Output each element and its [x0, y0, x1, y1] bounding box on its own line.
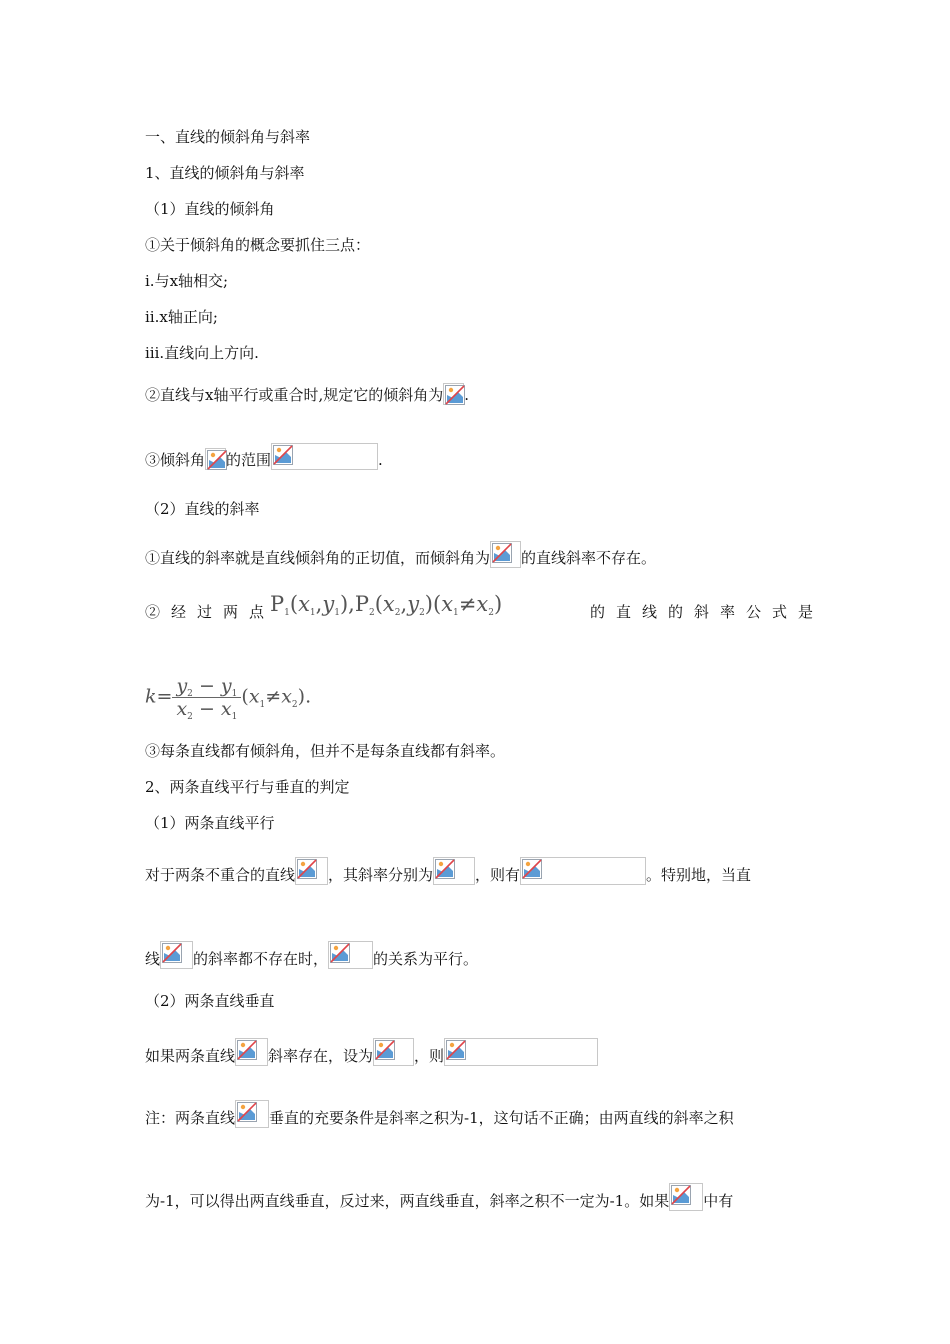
- paragraph-two-points: ②经过两点: [145, 603, 276, 621]
- formula-subscript: 2: [419, 608, 425, 618]
- text: 的斜率都不存在时，: [193, 950, 329, 968]
- formula-subscript: 1: [284, 608, 290, 618]
- text: 。特别地，当直: [646, 866, 752, 884]
- formula-comma: ,: [400, 592, 408, 616]
- text: 对于两条不重合的直线: [145, 866, 296, 884]
- formula-two-points: [270, 592, 502, 616]
- broken-image-icon: [490, 541, 521, 568]
- paragraph-slope-formula-label: 的直线的斜率公式是: [590, 603, 825, 621]
- formula-slope: [145, 675, 311, 720]
- formula-var: x: [441, 592, 454, 616]
- broken-image-icon: [520, 857, 646, 885]
- formula-paren: (: [374, 592, 383, 616]
- broken-image-icon: [443, 383, 464, 405]
- formula-var: x: [220, 698, 232, 720]
- text: 斜率存在，设为: [268, 1047, 374, 1065]
- formula-symbol: P: [354, 592, 369, 616]
- formula-paren: ): [339, 592, 349, 616]
- formula-subscript: 2: [394, 608, 401, 618]
- text: ③倾斜角: [145, 451, 206, 469]
- formula-var: x: [298, 592, 310, 616]
- text: ，其斜率分别为: [328, 866, 434, 884]
- text: 如果两条直线: [145, 1047, 236, 1065]
- formula-var: x: [382, 592, 395, 616]
- formula-var: k: [145, 685, 157, 708]
- broken-image-icon: [373, 1038, 414, 1066]
- formula-paren: (: [433, 592, 442, 616]
- broken-image-icon: [444, 1038, 598, 1066]
- formula-paren: (: [289, 592, 299, 616]
- formula-paren: (: [241, 685, 249, 708]
- broken-image-icon: [235, 1038, 268, 1066]
- broken-image-icon: [669, 1183, 703, 1211]
- formula-paren: ): [493, 592, 503, 616]
- broken-image-icon: [295, 857, 328, 885]
- paragraph-perpendicular-condition: [145, 1038, 598, 1066]
- paragraph-angle-range: [145, 443, 383, 470]
- formula-denominator: [172, 698, 241, 720]
- broken-image-icon: [235, 1100, 269, 1128]
- formula-numerator: [172, 675, 241, 698]
- text: 的关系为平行。: [373, 950, 479, 968]
- formula-var: x: [281, 685, 292, 708]
- heading-perpendicular: （2）两条直线垂直: [145, 992, 275, 1010]
- formula-paren: ): [297, 685, 306, 708]
- heading-slope: （2）直线的斜率: [145, 500, 260, 518]
- heading-parallel: （1）两条直线平行: [145, 814, 275, 832]
- broken-image-icon: [328, 941, 373, 969]
- formula-eq: =: [156, 685, 173, 708]
- text: .: [305, 685, 312, 708]
- text: ②直线与x轴平行或重合时,规定它的倾斜角为: [145, 386, 444, 404]
- paragraph-parallel-condition: [145, 857, 751, 885]
- formula-subscript: 2: [187, 712, 193, 722]
- formula-var: x: [476, 592, 489, 616]
- formula-subscript: 1: [334, 608, 340, 618]
- heading-section-1: 一、直线的倾斜角与斜率: [145, 128, 311, 146]
- formula-minus: −: [198, 675, 215, 697]
- formula-fraction: [172, 675, 241, 720]
- formula-neq: ≠: [265, 685, 282, 708]
- heading-inclination-angle: （1）直线的倾斜角: [145, 200, 275, 218]
- list-item-2: ⅱ.x轴正向;: [145, 308, 218, 326]
- broken-image-icon: [160, 941, 193, 969]
- formula-comma: ,: [315, 592, 323, 616]
- text: 注：两条直线: [145, 1109, 236, 1127]
- broken-image-icon: [271, 443, 378, 470]
- formula-symbol: P: [270, 592, 285, 616]
- broken-image-icon: [433, 857, 475, 885]
- formula-var: y: [176, 675, 188, 697]
- text: 中有: [703, 1192, 734, 1210]
- text: 为-1，可以得出两直线垂直，反过来，两直线垂直，斜率之积不一定为-1。如果: [145, 1192, 670, 1210]
- formula-subscript: 2: [368, 608, 375, 618]
- text: ，则有: [475, 866, 521, 884]
- formula-comma: ,: [348, 592, 355, 616]
- formula-subscript: 1: [259, 699, 266, 710]
- heading-subsection-1: 1、直线的倾斜角与斜率: [145, 164, 305, 182]
- text: 线: [145, 950, 161, 968]
- text: ，则: [414, 1047, 445, 1065]
- text: .: [378, 451, 383, 469]
- formula-var: y: [220, 675, 232, 697]
- text: 的范围: [226, 451, 272, 469]
- paragraph-note-1: [145, 1100, 734, 1128]
- list-item-3: ⅲ.直线向上方向.: [145, 344, 259, 362]
- formula-subscript: 2: [488, 608, 494, 618]
- broken-image-icon: [205, 448, 226, 470]
- paragraph-note-2: [145, 1183, 733, 1211]
- paragraph-slope-definition: [145, 541, 656, 568]
- paragraph-parallel-special: [145, 941, 478, 969]
- formula-var: y: [322, 592, 335, 616]
- formula-paren: ): [424, 592, 433, 616]
- text: .: [464, 386, 470, 404]
- text: 垂直的充要条件是斜率之积为-1，这句话不正确；由两直线的斜率之积: [269, 1109, 734, 1127]
- formula-var: x: [248, 685, 260, 708]
- formula-subscript: 2: [291, 699, 298, 710]
- formula-minus: −: [198, 698, 215, 720]
- heading-subsection-2: 2、两条直线平行与垂直的判定: [145, 778, 350, 796]
- paragraph-concept-points: ①关于倾斜角的概念要抓住三点：: [145, 236, 371, 254]
- text: 的直线斜率不存在。: [521, 549, 657, 567]
- list-item-1: ⅰ.与x轴相交;: [145, 272, 229, 290]
- formula-subscript: 1: [231, 689, 238, 699]
- paragraph-parallel-angle: [145, 383, 469, 405]
- formula-subscript: 1: [231, 712, 238, 722]
- formula-subscript: 1: [309, 608, 316, 618]
- formula-subscript: 2: [187, 689, 193, 699]
- formula-var: x: [176, 698, 188, 720]
- formula-neq: ≠: [458, 592, 477, 616]
- formula-var: y: [407, 592, 420, 616]
- formula-subscript: 1: [453, 608, 459, 618]
- text: ①直线的斜率就是直线倾斜角的正切值，而倾斜角为: [145, 549, 491, 567]
- paragraph-every-line: ③每条直线都有倾斜角，但并不是每条直线都有斜率。: [145, 742, 506, 760]
